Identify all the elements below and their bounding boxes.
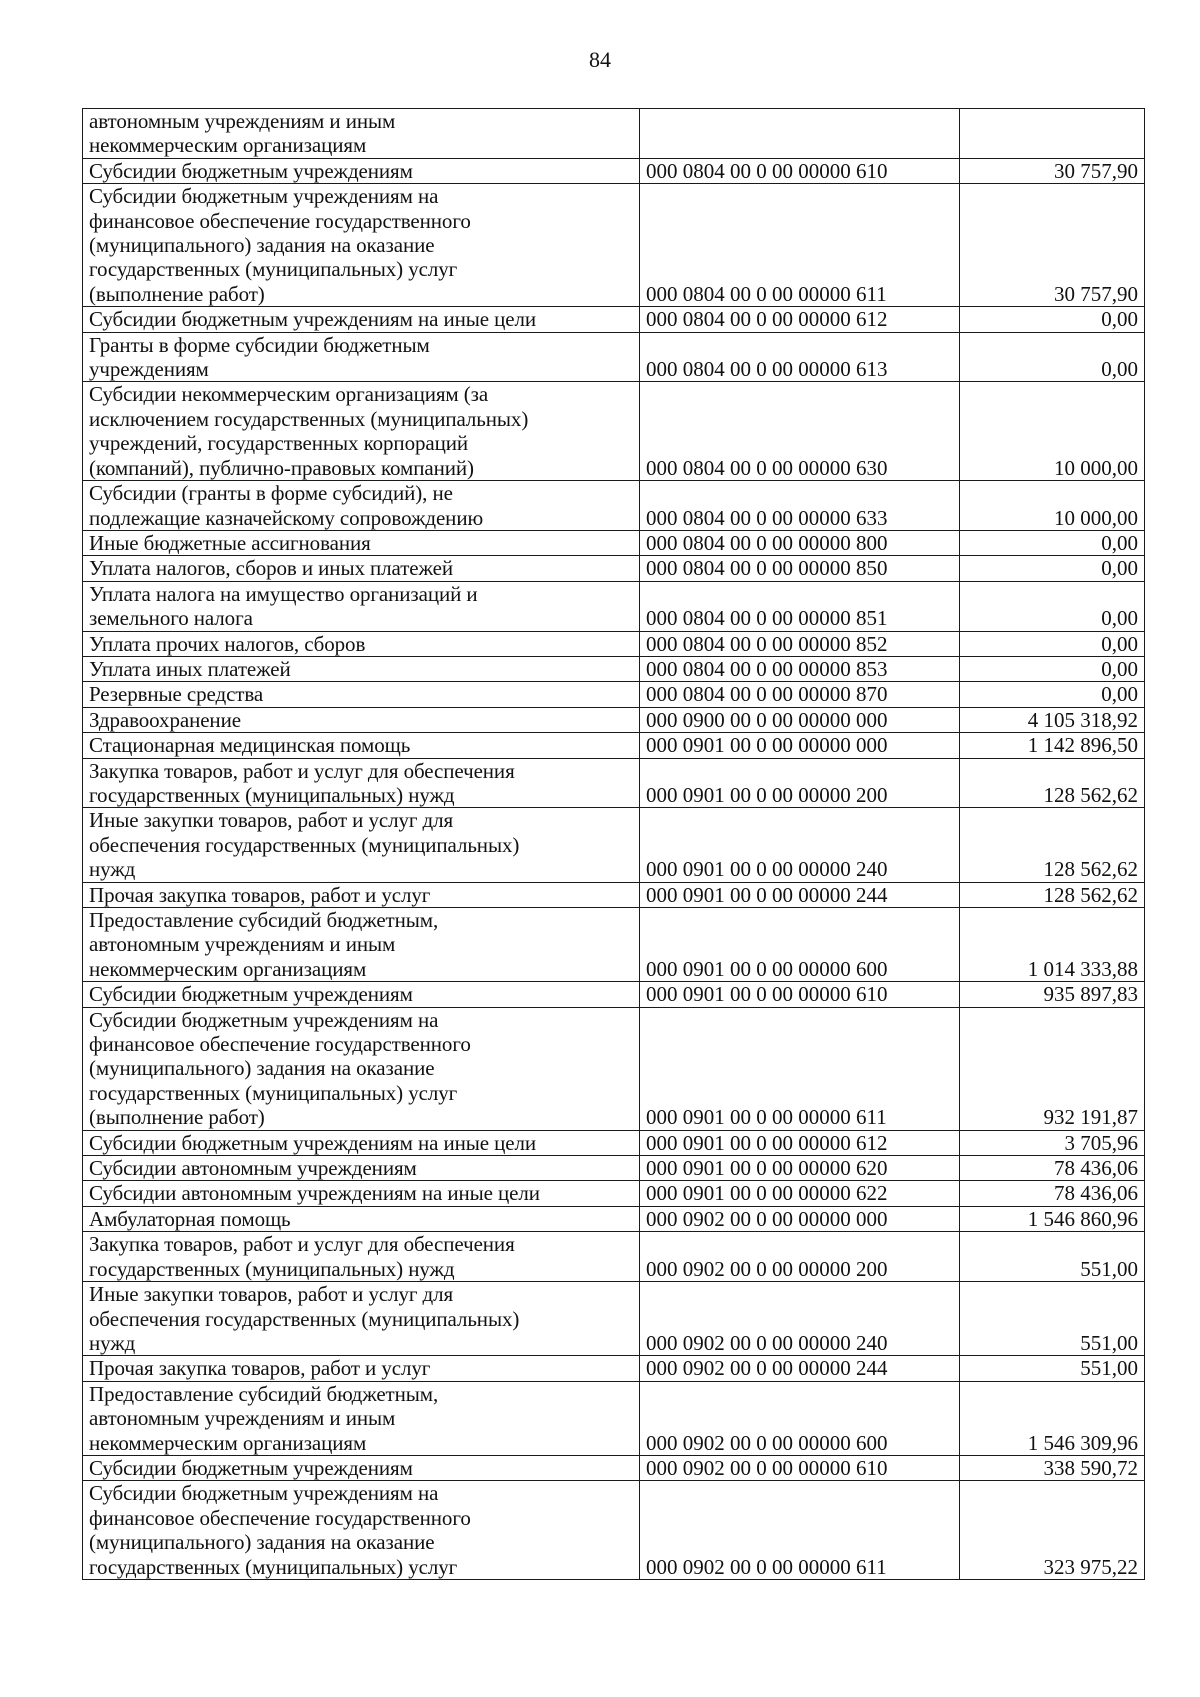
amount-cell: 128 562,62 — [960, 882, 1145, 907]
amount-cell: 128 562,62 — [960, 758, 1145, 808]
budget-code-cell: 000 0902 00 0 00 00000 600 — [640, 1381, 960, 1455]
amount-cell: 0,00 — [960, 530, 1145, 555]
budget-code-cell: 000 0804 00 0 00 00000 853 — [640, 656, 960, 681]
budget-code-cell: 000 0902 00 0 00 00000 244 — [640, 1356, 960, 1381]
amount-cell: 10 000,00 — [960, 481, 1145, 531]
expense-name-cell: Уплата иных платежей — [83, 656, 640, 681]
expense-name-cell: Субсидии бюджетным учреждениям — [83, 982, 640, 1007]
amount-cell: 1 014 333,88 — [960, 908, 1145, 982]
table-row — [83, 758, 1145, 808]
amount-cell: 0,00 — [960, 332, 1145, 382]
amount-cell: 1 546 860,96 — [960, 1206, 1145, 1231]
expense-name-cell: Стационарная медицинская помощь — [83, 733, 640, 758]
table-row — [83, 158, 1145, 183]
budget-table — [82, 108, 1145, 1580]
amount-cell: 128 562,62 — [960, 808, 1145, 882]
expense-name-cell: Гранты в форме субсидии бюджетным учреждениям — [83, 332, 640, 382]
table-row — [83, 184, 1145, 307]
budget-code-cell: 000 0901 00 0 00 00000 622 — [640, 1181, 960, 1206]
expense-name-cell: Субсидии бюджетным учреждениям на финансовое обеспечение государственного (муниципального) задания на оказание государственных (муниципальных) услуг — [83, 1481, 640, 1580]
table-row — [83, 332, 1145, 382]
table-row — [83, 1381, 1145, 1455]
budget-code-cell: 000 0901 00 0 00 00000 240 — [640, 808, 960, 882]
expense-name-cell: Предоставление субсидий бюджетным, автономным учреждениям и иным некоммерческим организациям — [83, 1381, 640, 1455]
budget-code-cell: 000 0902 00 0 00 00000 611 — [640, 1481, 960, 1580]
budget-code-cell: 000 0902 00 0 00 00000 000 — [640, 1206, 960, 1231]
amount-cell: 78 436,06 — [960, 1156, 1145, 1181]
budget-code-cell: 000 0804 00 0 00 00000 630 — [640, 382, 960, 481]
expense-name-cell: Субсидии автономным учреждениям — [83, 1156, 640, 1181]
budget-code-cell: 000 0804 00 0 00 00000 612 — [640, 307, 960, 332]
expense-name-cell: Субсидии бюджетным учреждениям на иные цели — [83, 1130, 640, 1155]
amount-cell: 30 757,90 — [960, 184, 1145, 307]
budget-code-cell: 000 0804 00 0 00 00000 870 — [640, 682, 960, 707]
amount-cell: 4 105 318,92 — [960, 707, 1145, 732]
table-row — [83, 382, 1145, 481]
expense-name-cell: Субсидии (гранты в форме субсидий), не подлежащие казначейскому сопровождению — [83, 481, 640, 531]
amount-cell: 0,00 — [960, 581, 1145, 631]
expense-name-cell: Субсидии некоммерческим организациям (за исключением государственных (муниципальных) учреждений, государственных корпораций (компаний), публично-правовых компаний) — [83, 382, 640, 481]
table-row — [83, 1156, 1145, 1181]
amount-cell: 78 436,06 — [960, 1181, 1145, 1206]
expense-name-cell: Прочая закупка товаров, работ и услуг — [83, 882, 640, 907]
budget-code-cell: 000 0902 00 0 00 00000 240 — [640, 1282, 960, 1356]
table-row — [83, 656, 1145, 681]
table-row — [83, 1181, 1145, 1206]
budget-code-cell: 000 0901 00 0 00 00000 600 — [640, 908, 960, 982]
budget-code-cell: 000 0804 00 0 00 00000 800 — [640, 530, 960, 555]
budget-code-cell: 000 0901 00 0 00 00000 244 — [640, 882, 960, 907]
budget-code-cell: 000 0901 00 0 00 00000 200 — [640, 758, 960, 808]
amount-cell: 0,00 — [960, 556, 1145, 581]
expense-name-cell: Субсидии бюджетным учреждениям на финансовое обеспечение государственного (муниципального) задания на оказание государственных (муниципальных) услуг (выполнение работ) — [83, 1007, 640, 1130]
table-row — [83, 808, 1145, 882]
table-row — [83, 1282, 1145, 1356]
table-row — [83, 1130, 1145, 1155]
expense-name-cell: Уплата налога на имущество организаций и земельного налога — [83, 581, 640, 631]
table-row — [83, 1206, 1145, 1231]
amount-cell: 551,00 — [960, 1282, 1145, 1356]
table-row — [83, 556, 1145, 581]
amount-cell: 0,00 — [960, 682, 1145, 707]
amount-cell: 30 757,90 — [960, 158, 1145, 183]
expense-name-cell: Амбулаторная помощь — [83, 1206, 640, 1231]
expense-name-cell: Предоставление субсидий бюджетным, автономным учреждениям и иным некоммерческим организациям — [83, 908, 640, 982]
expense-name-cell: Закупка товаров, работ и услуг для обеспечения государственных (муниципальных) нужд — [83, 1232, 640, 1282]
budget-code-cell: 000 0900 00 0 00 00000 000 — [640, 707, 960, 732]
expense-name-cell: Уплата прочих налогов, сборов — [83, 631, 640, 656]
expense-name-cell: Субсидии бюджетным учреждениям — [83, 158, 640, 183]
amount-cell: 10 000,00 — [960, 382, 1145, 481]
budget-code-cell: 000 0901 00 0 00 00000 612 — [640, 1130, 960, 1155]
budget-code-cell: 000 0901 00 0 00 00000 000 — [640, 733, 960, 758]
amount-cell: 551,00 — [960, 1232, 1145, 1282]
expense-name-cell: Субсидии бюджетным учреждениям — [83, 1455, 640, 1480]
expense-name-cell: автономным учреждениям и иным некоммерческим организациям — [83, 109, 640, 159]
amount-cell: 935 897,83 — [960, 982, 1145, 1007]
amount-cell: 932 191,87 — [960, 1007, 1145, 1130]
amount-cell: 338 590,72 — [960, 1455, 1145, 1480]
table-row — [83, 631, 1145, 656]
table-row — [83, 109, 1145, 159]
expense-name-cell: Здравоохранение — [83, 707, 640, 732]
expense-name-cell: Субсидии бюджетным учреждениям на финансовое обеспечение государственного (муниципального) задания на оказание государственных (муниципальных) услуг (выполнение работ) — [83, 184, 640, 307]
amount-cell — [960, 109, 1145, 159]
amount-cell: 0,00 — [960, 656, 1145, 681]
budget-code-cell: 000 0804 00 0 00 00000 851 — [640, 581, 960, 631]
budget-code-cell: 000 0902 00 0 00 00000 610 — [640, 1455, 960, 1480]
amount-cell: 551,00 — [960, 1356, 1145, 1381]
table-row — [83, 1455, 1145, 1480]
expense-name-cell: Резервные средства — [83, 682, 640, 707]
budget-code-cell: 000 0901 00 0 00 00000 611 — [640, 1007, 960, 1130]
amount-cell: 3 705,96 — [960, 1130, 1145, 1155]
budget-code-cell: 000 0804 00 0 00 00000 610 — [640, 158, 960, 183]
table-row — [83, 581, 1145, 631]
budget-code-cell: 000 0804 00 0 00 00000 633 — [640, 481, 960, 531]
expense-name-cell: Иные закупки товаров, работ и услуг для обеспечения государственных (муниципальных) нужд — [83, 808, 640, 882]
budget-code-cell: 000 0804 00 0 00 00000 613 — [640, 332, 960, 382]
table-row — [83, 882, 1145, 907]
expense-name-cell: Прочая закупка товаров, работ и услуг — [83, 1356, 640, 1381]
expense-name-cell: Иные закупки товаров, работ и услуг для обеспечения государственных (муниципальных) нужд — [83, 1282, 640, 1356]
table-row — [83, 1481, 1145, 1580]
table-row — [83, 481, 1145, 531]
table-row — [83, 908, 1145, 982]
table-row — [83, 707, 1145, 732]
table-row — [83, 530, 1145, 555]
budget-code-cell: 000 0804 00 0 00 00000 611 — [640, 184, 960, 307]
budget-code-cell: 000 0901 00 0 00 00000 610 — [640, 982, 960, 1007]
budget-code-cell: 000 0901 00 0 00 00000 620 — [640, 1156, 960, 1181]
page-number: 84 — [589, 47, 611, 72]
budget-code-cell: 000 0804 00 0 00 00000 850 — [640, 556, 960, 581]
table-row — [83, 1007, 1145, 1130]
expense-name-cell: Иные бюджетные ассигнования — [83, 530, 640, 555]
amount-cell: 1 142 896,50 — [960, 733, 1145, 758]
table-row — [83, 682, 1145, 707]
expense-name-cell: Субсидии бюджетным учреждениям на иные цели — [83, 307, 640, 332]
expense-name-cell: Закупка товаров, работ и услуг для обеспечения государственных (муниципальных) нужд — [83, 758, 640, 808]
budget-code-cell: 000 0902 00 0 00 00000 200 — [640, 1232, 960, 1282]
table-row — [83, 733, 1145, 758]
table-row — [83, 1232, 1145, 1282]
budget-code-cell — [640, 109, 960, 159]
expense-name-cell: Уплата налогов, сборов и иных платежей — [83, 556, 640, 581]
amount-cell: 0,00 — [960, 307, 1145, 332]
budget-code-cell: 000 0804 00 0 00 00000 852 — [640, 631, 960, 656]
table-row — [83, 307, 1145, 332]
amount-cell: 1 546 309,96 — [960, 1381, 1145, 1455]
table-row — [83, 1356, 1145, 1381]
amount-cell: 323 975,22 — [960, 1481, 1145, 1580]
amount-cell: 0,00 — [960, 631, 1145, 656]
expense-name-cell: Субсидии автономным учреждениям на иные цели — [83, 1181, 640, 1206]
table-row — [83, 982, 1145, 1007]
budget-table-body — [83, 109, 1145, 1580]
